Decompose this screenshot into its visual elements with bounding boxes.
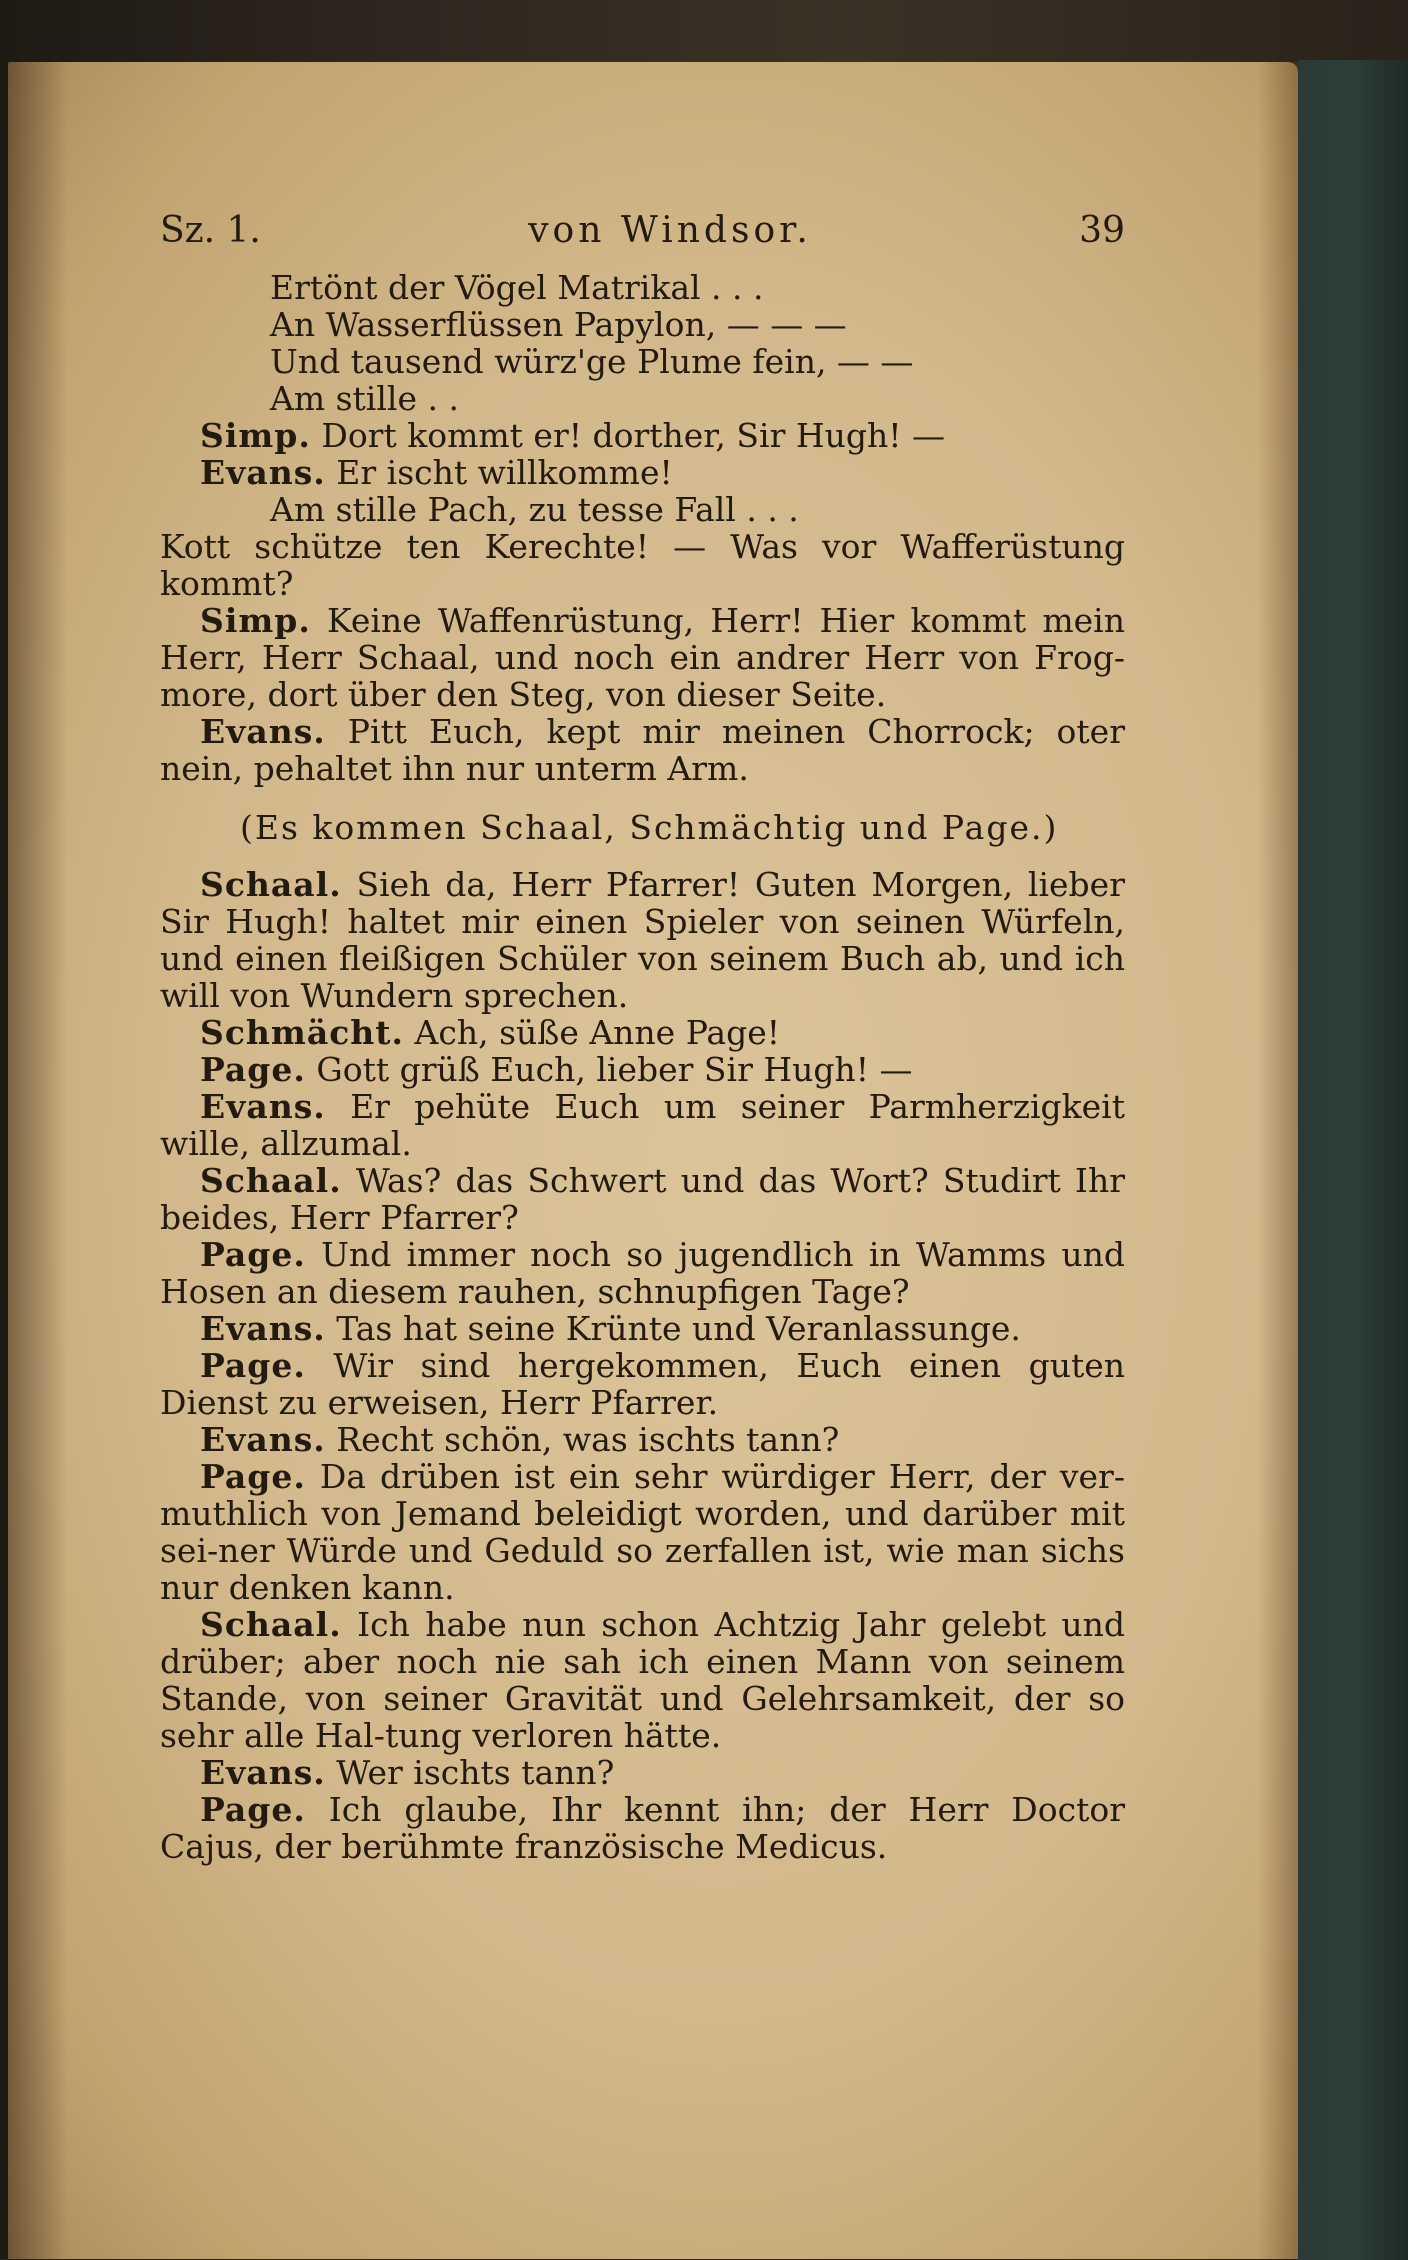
speech-text: Er ischt willkomme! xyxy=(336,453,673,492)
speech-text: Sieh da, Herr Pfarrer! Guten Morgen, lieber Sir Hugh! haltet mir einen Spieler von seinen Würfeln, und einen fleißigen Schüler von seinem Buch ab, und ich will von Wundern sprechen. xyxy=(160,865,1125,1015)
speaker-name: Schmächt. xyxy=(200,1013,405,1052)
speech-text: Wir sind hergekommen, Euch einen guten Dienst zu erweisen, Herr Pfarrer. xyxy=(160,1346,1125,1422)
speaker-name: Simp. xyxy=(200,416,311,455)
speech-text: Ich glaube, Ihr kennt ihn; der Herr Doctor Cajus, der berühmte französische Medicus. xyxy=(160,1790,1125,1866)
speech xyxy=(160,1088,1125,1162)
verse-line: Ertönt der Vögel Matrikal . . . xyxy=(270,268,764,307)
page-number: 39 xyxy=(1079,210,1125,251)
speaker-name: Page. xyxy=(200,1235,306,1274)
speech xyxy=(160,713,1125,787)
speech-text: Und immer noch so jugendlich in Wamms und Hosen an diesem rauhen, schnupfigen Tage? xyxy=(160,1235,1125,1311)
speaker-name: Schaal. xyxy=(200,865,342,904)
verse-line: Am stille Pach, zu tesse Fall . . . xyxy=(270,490,799,529)
running-header xyxy=(160,212,1125,249)
speaker-name: Evans. xyxy=(200,1420,326,1459)
speech xyxy=(160,1791,1125,1865)
verse-line: Kott schütze ten Kerechte! — Was vor Wafferüstung kommt? xyxy=(160,527,1125,603)
stage-direction: (Es kommen Schaal, Schmächtig und Page.) xyxy=(240,808,1059,847)
speaker-name: Page. xyxy=(200,1050,306,1089)
speech-text: Tas hat seine Krünte und Veranlassunge. xyxy=(336,1309,1021,1348)
speaker-name: Evans. xyxy=(200,1087,326,1126)
verse-line: Und tausend würz'ge Plume fein, — — xyxy=(270,342,914,381)
speech xyxy=(160,1310,1125,1347)
verse-line: An Wasserflüssen Papylon, — — — xyxy=(270,305,847,344)
speech-text: Wer ischts tann? xyxy=(336,1753,615,1792)
speech-text: Dort kommt er! dorther, Sir Hugh! — xyxy=(321,416,945,455)
speech-text: Pitt Euch, kept mir meinen Chorrock; oter nein, pehaltet ihn nur unterm Arm. xyxy=(160,712,1125,788)
speech-text: Keine Waffenrüstung, Herr! Hier kommt mein Herr, Herr Schaal, und noch ein andrer Herr von Frog-more, dort über den Steg, von dieser Seite. xyxy=(160,601,1125,714)
speaker-name: Simp. xyxy=(200,601,311,640)
speech-text: Da drüben ist ein sehr würdiger Herr, der ver-muthlich von Jemand beleidigt worden, und darüber mit sei-ner Würde und Geduld so zerfallen ist, wie man sichs nur denken kann. xyxy=(160,1457,1125,1607)
speech-text: Recht schön, was ischts tann? xyxy=(336,1420,840,1459)
verse-line: Am stille . . xyxy=(270,379,459,418)
speech-text: Ach, süße Anne Page! xyxy=(414,1013,781,1052)
speech-text: Gott grüß Euch, lieber Sir Hugh! — xyxy=(316,1050,913,1089)
speech-text: Ich habe nun schon Achtzig Jahr gelebt und drüber; aber noch nie sah ich einen Mann von seinem Stande, von seiner Gravität und Gelehrsamkeit, der so sehr alle Hal-tung verloren hätte. xyxy=(160,1605,1125,1755)
speaker-name: Page. xyxy=(200,1346,306,1385)
running-title: von Windsor. xyxy=(528,210,812,251)
speaker-name: Evans. xyxy=(200,712,326,751)
speaker-name: Evans. xyxy=(200,453,326,492)
speech xyxy=(160,417,1125,454)
speech xyxy=(160,1606,1125,1754)
speaker-name: Evans. xyxy=(200,1309,326,1348)
speaker-name: Page. xyxy=(200,1457,306,1496)
speech xyxy=(160,454,1125,491)
speech xyxy=(160,1458,1125,1606)
scene-number: Sz. 1. xyxy=(160,210,261,251)
speech xyxy=(160,1754,1125,1791)
speech xyxy=(160,866,1125,1014)
speaker-name: Schaal. xyxy=(200,1605,342,1644)
speech xyxy=(160,1162,1125,1236)
speech xyxy=(160,1236,1125,1310)
speaker-name: Evans. xyxy=(200,1753,326,1792)
speech xyxy=(160,602,1125,713)
speaker-name: Page. xyxy=(200,1790,306,1829)
speaker-name: Schaal. xyxy=(200,1161,342,1200)
speech xyxy=(160,1014,1125,1051)
page-text xyxy=(160,212,1125,1865)
speech xyxy=(160,1421,1125,1458)
speech xyxy=(160,1051,1125,1088)
speech-text: Was? das Schwert und das Wort? Studirt Ihr beides, Herr Pfarrer? xyxy=(160,1161,1125,1237)
speech-text: Er pehüte Euch um seiner Parmherzigkeit wille, allzumal. xyxy=(160,1087,1125,1163)
speech xyxy=(160,1347,1125,1421)
book-cover-edge xyxy=(1298,60,1408,2260)
